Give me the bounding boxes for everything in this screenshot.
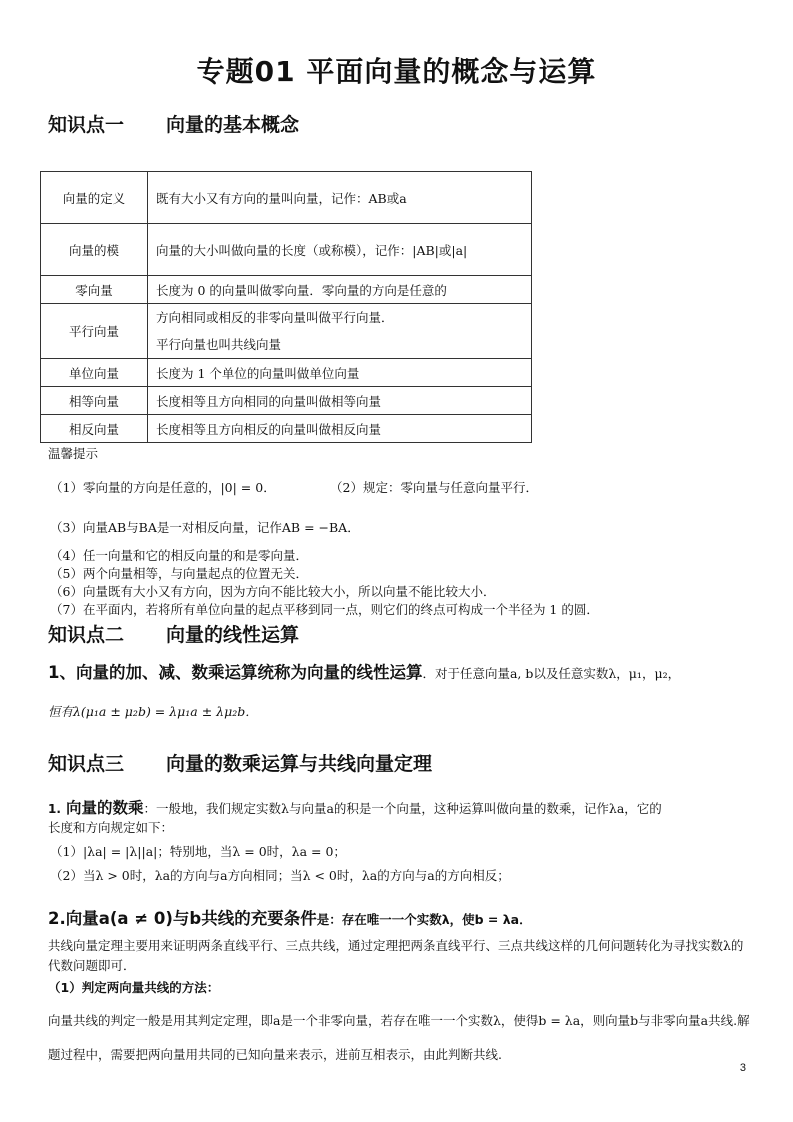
table-term: 相反向量 — [41, 415, 148, 443]
section2-heading-text: 向量的线性运算 — [166, 624, 300, 646]
item1-num: 1. — [48, 802, 61, 816]
table-def-line2: 平行向量也叫共线向量 — [156, 337, 282, 352]
tips-title: 温馨提示 — [48, 446, 99, 461]
item1-point2: （2）当λ > 0时，λa的方向与a方向相同；当λ < 0时，λa的方向与a的方向相反； — [50, 868, 510, 883]
item1-point1: （1）|λa| = |λ||a|；特别地，当λ = 0时，λa = 0； — [50, 844, 346, 859]
table-term: 单位向量 — [41, 359, 148, 387]
section3-para1: 共线向量定理主要用来证明两条直线平行、三点共线，通过定理把两条直线平行、三点共线这样的几何问题转化为寻找实数λ的代数问题即可． — [48, 938, 744, 973]
tip-6: （6）向量既有大小又有方向，因为方向不能比较大小，所以向量不能比较大小． — [50, 584, 496, 599]
tip-3: （3）向量AB与BA是一对相反向量，记作AB = −BA． — [50, 520, 360, 535]
table-term: 零向量 — [41, 276, 148, 304]
section2-lead-rest: ．对于任意向量a, b以及任意实数λ，μ₁，μ₂， — [422, 666, 681, 681]
section1-heading-text: 向量的基本概念 — [166, 114, 300, 136]
section2-heading-num: 知识点二 — [48, 624, 125, 646]
item2-title: 2.向量a(a ≠ 0)与b共线的充要条件 — [48, 909, 317, 928]
table-def: 长度为 0 的向量叫做零向量．零向量的方向是任意的 — [148, 276, 532, 304]
item1-title: 向量的数乘 — [66, 799, 144, 817]
section3-heading-text: 向量的数乘运算与共线向量定理 — [166, 753, 433, 775]
table-row — [41, 224, 532, 276]
table-def: 长度相等且方向相同的向量叫做相等向量 — [148, 387, 532, 415]
page-title: 专题01 平面向量的概念与运算 — [196, 55, 597, 88]
section2-lead — [48, 659, 680, 683]
table-term: 向量的定义 — [41, 172, 148, 224]
table-def: 方向相同或相反的非零向量叫做平行向量． — [156, 310, 394, 325]
tip-1: （1）零向量的方向是任意的，|0| = 0． — [50, 480, 276, 495]
tip-4: （4）任一向量和它的相反向量的和是零向量． — [50, 548, 308, 563]
section2-formula: 恒有λ(μ₁a ± μ₂b) = λμ₁a ± λμ₂b． — [48, 704, 258, 719]
table-term: 平行向量 — [41, 304, 148, 359]
table-row — [41, 276, 532, 304]
section3-heading-num: 知识点三 — [48, 753, 125, 775]
tip-5: （5）两个向量相等，与向量起点的位置无关． — [50, 566, 308, 581]
table-row — [41, 172, 532, 224]
item1-text: ：一般地，我们规定实数λ与向量a的积是一个向量，这种运算叫做向量的数乘，记作λa，它的 — [143, 801, 662, 816]
table-term: 相等向量 — [41, 387, 148, 415]
item1-line — [48, 796, 662, 818]
item2-rest: 是：存在唯一一个实数λ，使b = λa． — [316, 912, 532, 927]
item1-text2: 长度和方向规定如下： — [48, 820, 174, 835]
section2-lead-bold: 1、向量的加、减、数乘运算统称为向量的线性运算 — [48, 663, 423, 682]
section3-heading — [48, 749, 432, 776]
item2-line — [48, 905, 532, 929]
table-def: 既有大小又有方向的量叫向量，记作：AB或a — [148, 172, 532, 224]
table-term: 向量的模 — [41, 224, 148, 276]
table-row — [41, 304, 532, 359]
table-def-multiline — [148, 304, 532, 359]
section3-sub1: （1）判定两向量共线的方法： — [48, 980, 220, 995]
table-def: 向量的大小叫做向量的长度（或称模），记作：|AB|或|a| — [148, 224, 532, 276]
table-row — [41, 359, 532, 387]
concepts-table — [40, 171, 532, 443]
section3-para2: 向量共线的判定一般是用其判定定理，即a是一个非零向量，若存在唯一一个实数λ，使得b = λa，则向量b与非零向量a共线.解题过程中，需要把两向量用共同的已知向量来表示，进前互相表示，由此判断共线. — [48, 1013, 750, 1062]
tip-7: （7）在平面内，若将所有单位向量的起点平移到同一点，则它们的终点可构成一个半径为 1 的圆． — [50, 602, 599, 617]
page-number: 3 — [739, 1062, 746, 1074]
table-def: 长度为 1 个单位的向量叫做单位向量 — [148, 359, 532, 387]
table-row — [41, 387, 532, 415]
table-def: 长度相等且方向相反的向量叫做相反向量 — [148, 415, 532, 443]
tip-2: （2）规定：零向量与任意向量平行． — [330, 480, 538, 495]
section2-heading — [48, 620, 299, 647]
section1-heading — [48, 110, 299, 137]
table-row — [41, 415, 532, 443]
section1-heading-num: 知识点一 — [48, 114, 125, 136]
